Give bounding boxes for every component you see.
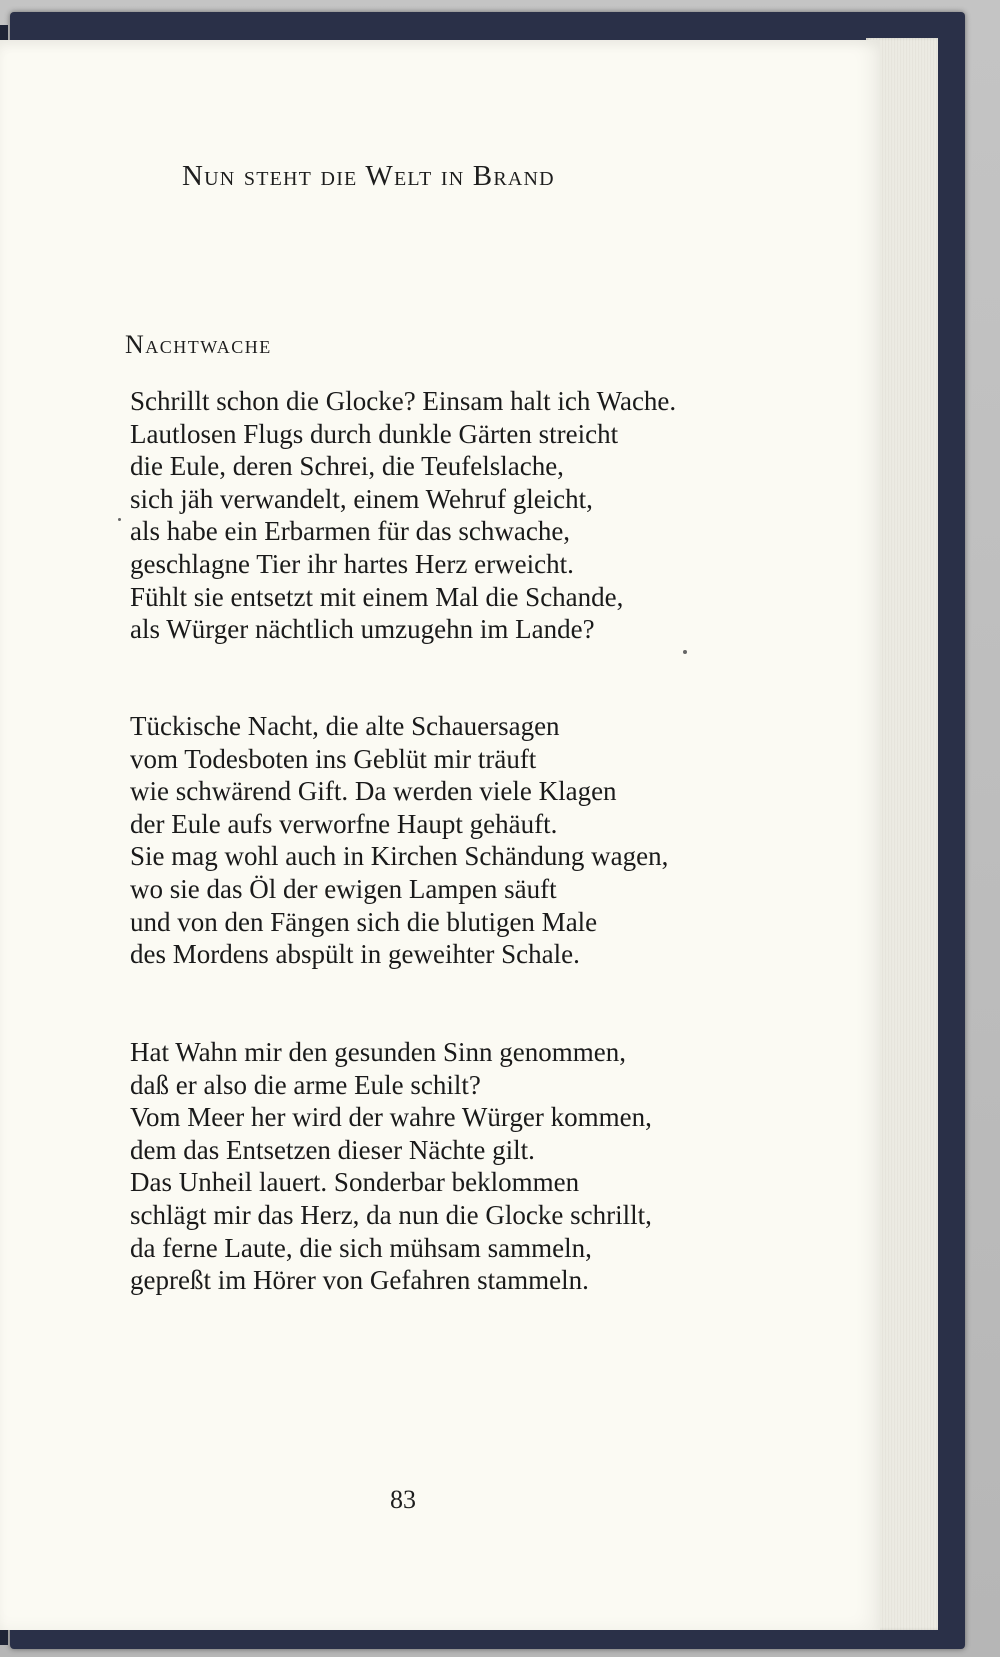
poem-line: gepreßt im Hörer von Gefahren stammeln. xyxy=(130,1265,589,1296)
poem-line: und von den Fängen sich die blutigen Male xyxy=(130,906,598,937)
stanza-3 xyxy=(130,1036,850,1297)
poem-line: Das Unheil lauert. Sonderbar beklommen xyxy=(130,1167,580,1198)
poem-line: vom Todesboten ins Geblüt mir träuft xyxy=(130,743,537,774)
poem-line: die Eule, deren Schrei, die Teufelslache, xyxy=(130,451,564,482)
poem-line: Hat Wahn mir den gesunden Sinn genommen, xyxy=(130,1037,626,1067)
poem-line: daß er also die arme Eule schilt? xyxy=(130,1069,481,1100)
poem-line: Sie mag wohl auch in Kirchen Schändung wagen, xyxy=(130,841,669,872)
page-number: 83 xyxy=(390,1485,416,1514)
poem-line: dem das Entsetzen dieser Nächte gilt. xyxy=(130,1134,535,1165)
poem-line: des Mordens abspült in geweihter Schale. xyxy=(130,939,580,970)
poem-line: schlägt mir das Herz, da nun die Glocke schrillt, xyxy=(130,1199,652,1230)
poem-line: Lautlosen Flugs durch dunkle Gärten streicht xyxy=(130,418,619,449)
poem-title: Nachtwache xyxy=(125,330,272,359)
running-head: Nun steht die Welt in Brand xyxy=(182,160,555,192)
poem-line: Vom Meer her wird der wahre Würger kommen, xyxy=(130,1102,652,1133)
stanza-1 xyxy=(130,385,850,646)
poem-line: geschlagne Tier ihr hartes Herz erweicht. xyxy=(130,548,574,579)
print-speck xyxy=(118,518,121,521)
stanza-2 xyxy=(130,710,850,971)
poem-line: wie schwärend Gift. Da werden viele Klagen xyxy=(130,776,617,807)
poem-line: als habe ein Erbarmen für das schwache, xyxy=(130,516,571,547)
poem-line: Tückische Nacht, die alte Schauersagen xyxy=(130,711,560,741)
poem-line: da ferne Laute, die sich mühsam sammeln, xyxy=(130,1232,592,1263)
book-page xyxy=(0,40,880,1630)
poem-line: der Eule aufs verworfne Haupt gehäuft. xyxy=(130,808,558,839)
poem-line: Fühlt sie entsetzt mit einem Mal die Schande, xyxy=(130,581,624,612)
poem-line: als Würger nächtlich umzugehn im Lande? xyxy=(130,614,595,645)
poem-line: sich jäh verwandelt, einem Wehruf gleicht, xyxy=(130,483,593,514)
poem-line: Schrillt schon die Glocke? Einsam halt ich Wache. xyxy=(130,386,677,416)
poem-line: wo sie das Öl der ewigen Lampen säuft xyxy=(130,873,557,904)
print-speck xyxy=(683,650,687,654)
